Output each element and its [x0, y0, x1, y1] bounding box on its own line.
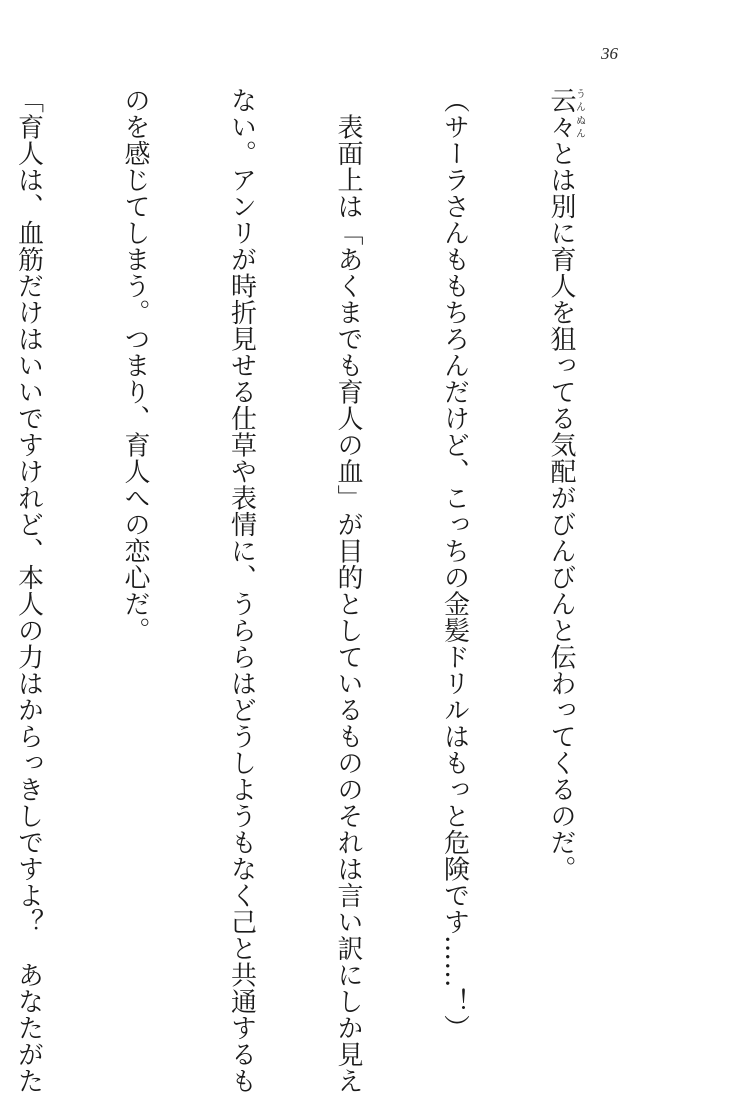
ruby-annotation: 云々うんぬん [546, 87, 585, 140]
text-line: ない。アンリが時折見せる仕草や表情に、うららはどうしようもなく己と共通するも [226, 87, 257, 1094]
vertical-body-text [0, 87, 655, 1094]
text-line: のを感じてしまう。つまり、育人への恋心だ。 [120, 87, 150, 644]
page-number: 36 [601, 44, 618, 63]
text-line: （サーラさんももちろんだけど、こっちの金髪ドリルはもっと危険です……！） [439, 87, 470, 1041]
text-line: 「育人は、血筋だけはいいですけれど、本人の力はからっきしですよ？ あなたがた [13, 87, 44, 1094]
text-line: 云々うんぬんとは別に育人を狙ってる気配がびんびんと伝わってくるのだ。 [546, 87, 585, 882]
text-line: 表面上は「あくまでも育人の血」が目的としているもののそれは言い訳にしか見え [333, 87, 363, 1094]
